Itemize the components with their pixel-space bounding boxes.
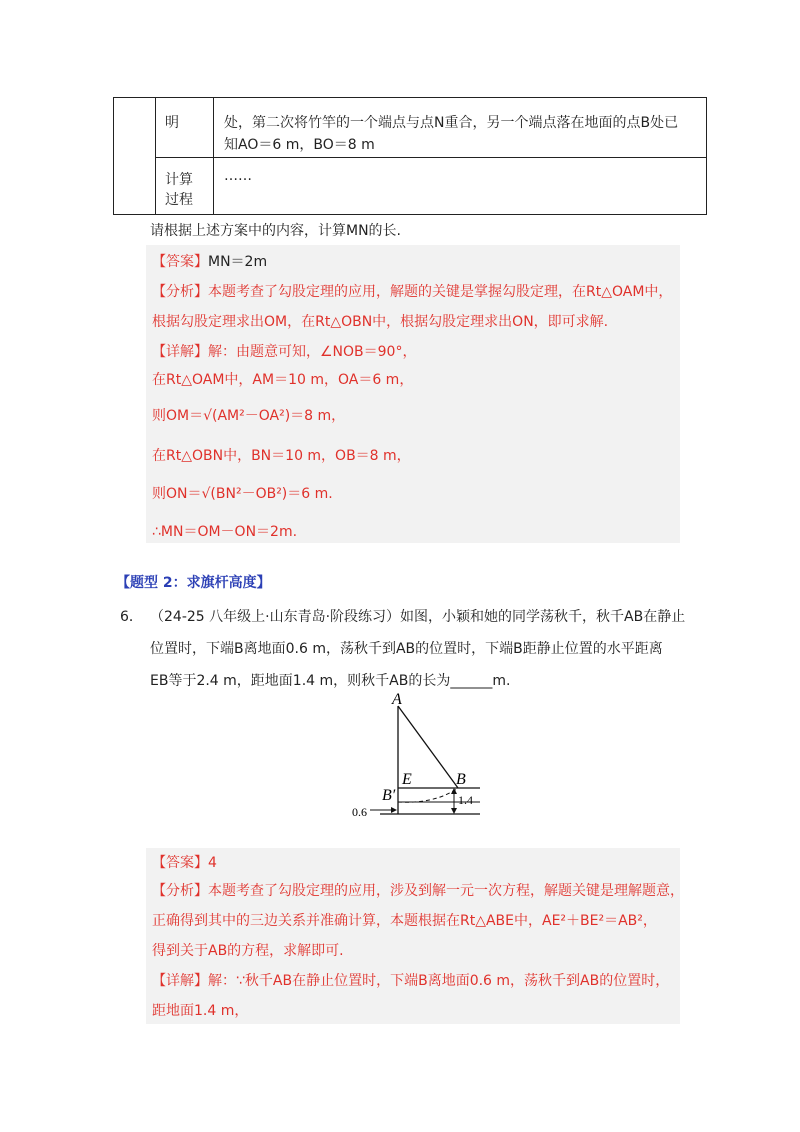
table-row2-label-line2: 过程 <box>165 192 193 208</box>
q6-answer-tag: 【答案】 <box>152 855 208 871</box>
table-row2-text: …… <box>214 158 707 215</box>
arrow-right-icon <box>391 807 397 813</box>
label-B-prime: B′ <box>382 787 396 804</box>
arrow-up-icon <box>451 788 457 794</box>
q6-solution-panel <box>146 848 684 1024</box>
label-A: A <box>392 692 402 708</box>
q5-detail-line2: 在Rt△OAM中，AM＝10 m，OA＝6 m， <box>152 372 414 388</box>
section-title: 【题型 2：求旗杆高度】 <box>116 575 271 591</box>
q5-detail-line5: 则ON＝√(BN²－OB²)＝6 m. <box>152 486 333 502</box>
label-B: B <box>456 771 466 788</box>
q5-detail-tag: 【详解】 <box>152 344 208 360</box>
q5-answer-row <box>152 251 267 271</box>
table-row2-label-line1: 计算 <box>165 172 193 188</box>
label-1-4: 1.4 <box>458 793 473 807</box>
q5-analysis-line1 <box>152 281 672 301</box>
table-row2-label <box>156 158 214 215</box>
q5-answer: MN＝2m <box>208 254 268 270</box>
table-row1-label: 明 <box>156 98 214 158</box>
q5-analysis-text1: 本题考查了勾股定理的应用，解题的关键是掌握勾股定理，在Rt△OAM中， <box>208 284 673 300</box>
plan-table <box>113 97 707 215</box>
table-row1-line2: 知AO＝6 m，BO＝8 m <box>224 137 375 153</box>
label-0-6: 0.6 <box>352 805 367 819</box>
q5-detail-line3: 则OM＝√(AM²－OA²)＝8 m， <box>152 408 346 424</box>
table-row1-line1: 处，第二次将竹竿的一个端点与点N重合，另一个端点落在地面的点B处已 <box>224 115 679 131</box>
label-E: E <box>402 771 412 788</box>
q6-analysis-text1: 本题考查了勾股定理的应用，涉及到解一元一次方程，解题关键是理解题意， <box>208 883 684 899</box>
q5-detail-line1 <box>152 341 416 361</box>
q5-detail-text1: 解：由题意可知，∠NOB＝90°， <box>208 344 417 360</box>
q6-detail-text1: 解：∵秋千AB在静止位置时，下端B离地面0.6 m，荡秋千到AB的位置时， <box>208 973 670 989</box>
swing-figure <box>340 692 500 832</box>
q6-number: 6． <box>120 609 143 625</box>
q6-answer-row <box>152 852 217 872</box>
q6-detail-line2: 距地面1.4 m， <box>152 1003 249 1019</box>
q6-detail-line1 <box>152 970 669 990</box>
q6-line3: EB等于2.4 m，距地面1.4 m，则秋千AB的长为______m. <box>150 673 511 689</box>
swing-arc <box>398 788 458 802</box>
q5-detail-line4: 在Rt△OBN中，BN＝10 m，OB＝8 m， <box>152 448 411 464</box>
q5-answer-tag: 【答案】 <box>152 254 208 270</box>
q6-analysis-tag: 【分析】 <box>152 883 208 899</box>
q6-analysis-line3: 得到关于AB的方程，求解即可. <box>152 943 344 959</box>
arrow-down-icon <box>451 808 457 814</box>
table-row1-text <box>214 98 707 158</box>
q5-analysis-line2: 根据勾股定理求出OM，在Rt△OBN中，根据勾股定理求出ON，即可求解. <box>152 314 609 330</box>
q6-line1: （24-25 八年级上·山东青岛·阶段练习）如图，小颖和她的同学荡秋千，秋千AB在静止 <box>150 609 686 625</box>
q5-instruction: 请根据上述方案中的内容，计算MN的长. <box>150 223 402 239</box>
q6-analysis-line2: 正确得到其中的三边关系并准确计算，本题根据在Rt△ABE中，AE²＋BE²＝AB²， <box>152 913 657 929</box>
q6-detail-tag: 【详解】 <box>152 973 208 989</box>
q5-solution-panel <box>146 245 680 543</box>
q6-analysis-line1 <box>152 880 684 900</box>
q6-answer: 4 <box>208 855 217 871</box>
q5-analysis-tag: 【分析】 <box>152 284 208 300</box>
q5-detail-line6: ∴MN＝OM－ON＝2m. <box>152 524 298 540</box>
q6-line2: 位置时，下端B离地面0.6 m，荡秋千到AB的位置时，下端B距静止位置的水平距离 <box>150 641 663 657</box>
table-blank-cell <box>114 98 156 215</box>
